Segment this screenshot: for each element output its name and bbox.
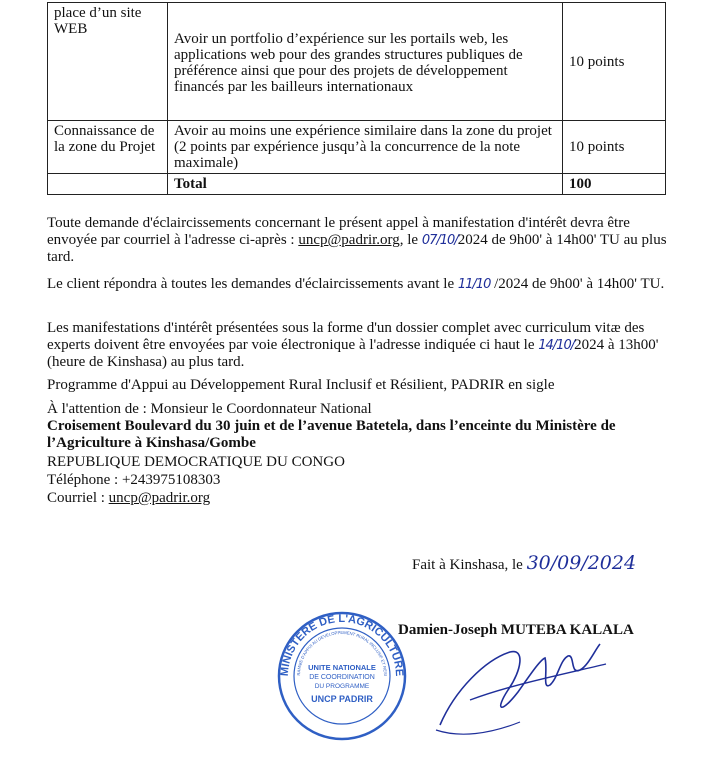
email-line [47,490,210,507]
total-label: Total [168,174,563,195]
para2-after: /2024 de 9h00' à 14h00' TU. [490,276,665,292]
stamp-inner-ring-text: RAMME D'APPUI AU DEVELOPPEMENT RURAL INCLUSIF ET RESI [295,629,389,677]
description-cell: Avoir un portfolio d’expérience sur les portails web, les applications web pour des grandes structures publiques de préférence ainsi que pour des projets de développement financés par les bailleurs internationaux [168,3,563,121]
para3-after: 2024 à 13h00' (heure de Kinshasa) au plus tard. [47,337,659,370]
closing-place-date [412,552,636,574]
attention-line: À l'attention de : Monsieur le Coordonnateur National [47,401,372,417]
para1-mid: , le [399,232,422,248]
email-label: Courriel : [47,490,109,506]
points-cell: 10 points [563,3,666,121]
stamp-line2: DE COORDINATION [309,674,375,681]
official-stamp [276,610,408,742]
criteria-table [47,2,666,195]
empty-cell [48,174,168,195]
table-row [48,3,666,121]
para1-text: Toute demande d'éclaircissements concernant le présent appel à manifestation d'intérêt devra être envoyée par courriel à l'adresse ci-après : [47,215,630,248]
stamp-line1: UNITE NATIONALE [308,663,376,672]
handwritten-date: 07/10/ [421,233,458,248]
criterion-cell: Connaissance de la zone du Projet [48,121,168,174]
stamp-line4: UNCP PADRIR [311,694,373,704]
address-street: Croisement Boulevard du 30 juin et de l’avenue Batetela, dans l’enceinte du Ministère de l’Agriculture à Kinshasa/Gombe [47,418,616,451]
table-row-total [48,174,666,195]
handwritten-signature [430,630,610,740]
points-cell: 10 points [563,121,666,174]
handwritten-date: 30/09/2024 [526,552,637,574]
country-line: REPUBLIQUE DEMOCRATIQUE DU CONGO [47,454,345,470]
total-value: 100 [563,174,666,195]
programme-line: Programme d'Appui au Développement Rural Inclusif et Résilient, PADRIR en sigle [47,377,555,393]
table-row [48,121,666,174]
closing-place: Fait à Kinshasa, le [412,557,527,573]
para2-text: Le client répondra à toutes les demandes d'éclaircissements avant le [47,276,458,292]
para1-after: 2024 de 9h00' à 14h00' TU au plus tard. [47,232,667,265]
description-cell: Avoir au moins une expérience similaire dans la zone du projet (2 points par expérience jusqu’à la concurrence de la note maximale) [168,121,563,174]
handwritten-date: 11/10 [457,277,491,292]
stamp-outer-text: MINISTERE DE L'AGRICULTURE [278,612,406,677]
email-link[interactable]: uncp@padrir.org [108,490,211,506]
signatory-name: Damien-Joseph MUTEBA KALALA [398,622,634,638]
handwritten-date: 14/10/ [538,338,575,353]
email-link[interactable]: uncp@padrir.org [298,232,400,248]
submission-paragraph [47,320,667,371]
response-paragraph [47,276,667,293]
stamp-line3: DU PROGRAMME [314,683,370,690]
phone-line: Téléphone : +243975108303 [47,472,221,488]
clarification-paragraph [47,215,667,266]
para3-text: Les manifestations d'intérêt présentées sous la forme d'un dossier complet avec curriculum vitæ des experts doivent être envoyées par voie électronique à l'adresse indiquée ci haut le [47,320,645,353]
criterion-cell: place d’un site WEB [48,3,168,121]
